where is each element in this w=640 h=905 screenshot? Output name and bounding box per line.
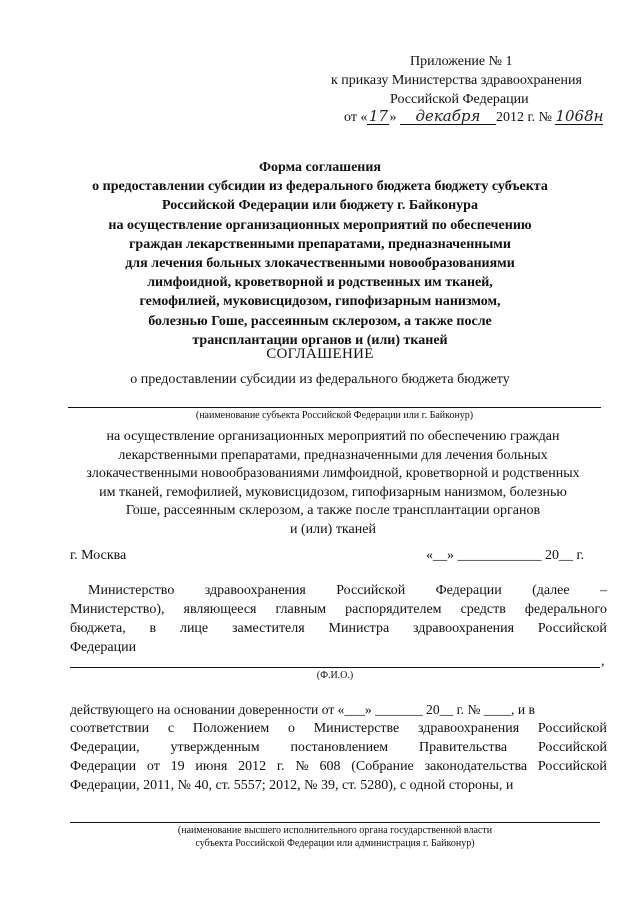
agreement-heading: СОГЛАШЕНИЕ: [266, 346, 374, 362]
word: июня: [195, 759, 228, 774]
paragraph2-line2: [70, 720, 607, 739]
purpose-line: лекарственными препаратами, предназначенными для лечения больных: [118, 447, 548, 463]
word: здравоохранения: [204, 583, 306, 598]
paragraph1-line2: [70, 601, 607, 620]
word: (Собрание: [351, 759, 414, 774]
date-prefix: от «: [344, 110, 368, 125]
purpose-line: им тканей, гемофилией, муковисцидозом, гипофизарным нанизмом, болезнью: [99, 484, 567, 500]
form-title-line: граждан лекарственными препаратами, предназначенными: [129, 236, 511, 252]
word: Российской: [537, 740, 607, 755]
word: Министерство: [88, 583, 175, 598]
paragraph1-line4: Федерации: [70, 640, 137, 655]
word: Российской: [537, 621, 607, 636]
handwritten-month: декабря: [400, 108, 496, 125]
word: Правительства: [419, 740, 508, 755]
purpose-line: на осуществление организационных мероприятий по обеспечению граждан: [106, 429, 560, 444]
word: 608: [319, 759, 341, 774]
word: утвержденным: [170, 740, 260, 755]
paragraph2-line1: действующего на основании доверенности от «___» _______ 20__ г. № ____, и в: [70, 702, 535, 717]
word: 19: [170, 759, 185, 774]
fio-caption: (Ф.И.О.): [316, 670, 354, 681]
word: постановлением: [290, 740, 389, 755]
word: здравоохранения: [412, 621, 515, 636]
word: соответствии: [70, 721, 150, 736]
word: Российской: [537, 721, 607, 736]
handwritten-order-number: 1068н: [555, 107, 604, 125]
form-title-line: о предоставлении субсидии из федерального бюджета бюджету субъекта: [92, 179, 548, 195]
word: законодательства: [424, 759, 528, 774]
form-title-line: Российской Федерации или бюджету г. Байконура: [162, 198, 478, 214]
word: Федерации: [435, 583, 502, 598]
date-year-blank: __: [559, 548, 573, 563]
word: с: [167, 721, 175, 736]
agreement-subheading: о предоставлении субсидии из федерального бюджета бюджету: [130, 372, 510, 387]
word: бюджета,: [70, 621, 126, 636]
word: Министерство),: [70, 602, 165, 617]
date-month-blank: ____________: [457, 548, 542, 563]
word: Положением: [192, 721, 270, 736]
fio-line: [70, 667, 600, 668]
word: средств: [460, 602, 506, 617]
word: г.: [276, 759, 285, 774]
paragraph2-line5: Федерации, 2011, № 40, ст. 5557; 2012, № 39, ст. 5280), с одной стороны, и: [70, 778, 514, 793]
word: здравоохранения: [418, 721, 520, 736]
handwritten-day: 17: [368, 107, 388, 125]
word: федерального: [524, 602, 607, 617]
purpose-line: злокачественными новообразованиями лимфоидной, кроветворной и родственных: [86, 466, 580, 482]
subject-name-line: [68, 407, 601, 408]
word: заместителя: [231, 621, 305, 636]
word: лице: [179, 621, 209, 636]
paragraph2-line4: [70, 758, 607, 777]
form-title-line: для лечения больных злокачественными новообразованиями: [125, 256, 515, 272]
word: от: [146, 759, 160, 774]
order-reference: к приказу Министерства здравоохранения: [331, 73, 582, 88]
subject-name-caption: (наименование субъекта Российской Федерации или г. Байконур): [195, 410, 474, 421]
date-year-suffix: г.: [573, 548, 585, 563]
appendix-title: Приложение № 1: [410, 54, 513, 69]
word: распорядителем: [345, 602, 442, 617]
date-mid: »: [389, 110, 397, 125]
word: (далее: [532, 583, 570, 598]
authority-caption-line1: (наименование высшего исполнительного органа государственной власти: [177, 825, 493, 836]
paragraph1-line1: [88, 582, 607, 601]
date-year-prefix: 20: [545, 548, 559, 563]
authority-name-line: [70, 822, 600, 823]
agreement-purpose: [58, 428, 608, 540]
order-date-line: [344, 108, 603, 127]
city: г. Москва: [70, 548, 127, 563]
word: главным: [275, 602, 327, 617]
word: –: [600, 583, 607, 598]
word: Министерстве: [313, 721, 400, 736]
date-close-quote: »: [447, 548, 454, 563]
paragraph1-line3: [70, 620, 607, 639]
word: в: [149, 621, 157, 636]
ministry-name: Российской Федерации: [390, 92, 529, 107]
word: 2012: [238, 759, 267, 774]
agreement-date: [426, 547, 584, 566]
word: Федерации,: [70, 740, 140, 755]
form-title-line: лимфоидной, кроветворной и родственных им тканей,: [147, 275, 493, 291]
authority-caption-line2: субъекта Российской Федерации или администрация г. Байконур): [195, 838, 475, 849]
purpose-line: Гоше, рассеянным склерозом, а также после трансплантации органов: [125, 503, 541, 519]
word: о: [287, 721, 295, 736]
word: Российской: [537, 759, 607, 774]
form-title-line: трансплантации органов и (или) тканей: [192, 332, 448, 348]
word: являющееся: [183, 602, 257, 617]
form-title-line: болезнью Гоше, рассеянным склерозом, а также после: [148, 313, 492, 329]
paragraph2-line3: [70, 739, 607, 758]
date-open-quote: «: [426, 548, 433, 563]
word: Министра: [328, 621, 390, 636]
form-title: [40, 158, 600, 350]
word: Российской: [336, 583, 406, 598]
word: №: [295, 759, 309, 774]
form-title-line: на осуществление организационных мероприятий по обеспечению: [108, 217, 532, 233]
fio-comma: ,: [601, 654, 605, 669]
purpose-line: и (или) тканей: [290, 521, 376, 537]
form-title-line: Форма соглашения: [259, 160, 381, 175]
word: Федерации: [70, 759, 137, 774]
form-title-line: гемофилией, муковисцидозом, гипофизарным нанизмом,: [139, 294, 501, 310]
date-year: 2012 г. №: [495, 110, 552, 125]
date-day-blank: __: [433, 548, 447, 563]
